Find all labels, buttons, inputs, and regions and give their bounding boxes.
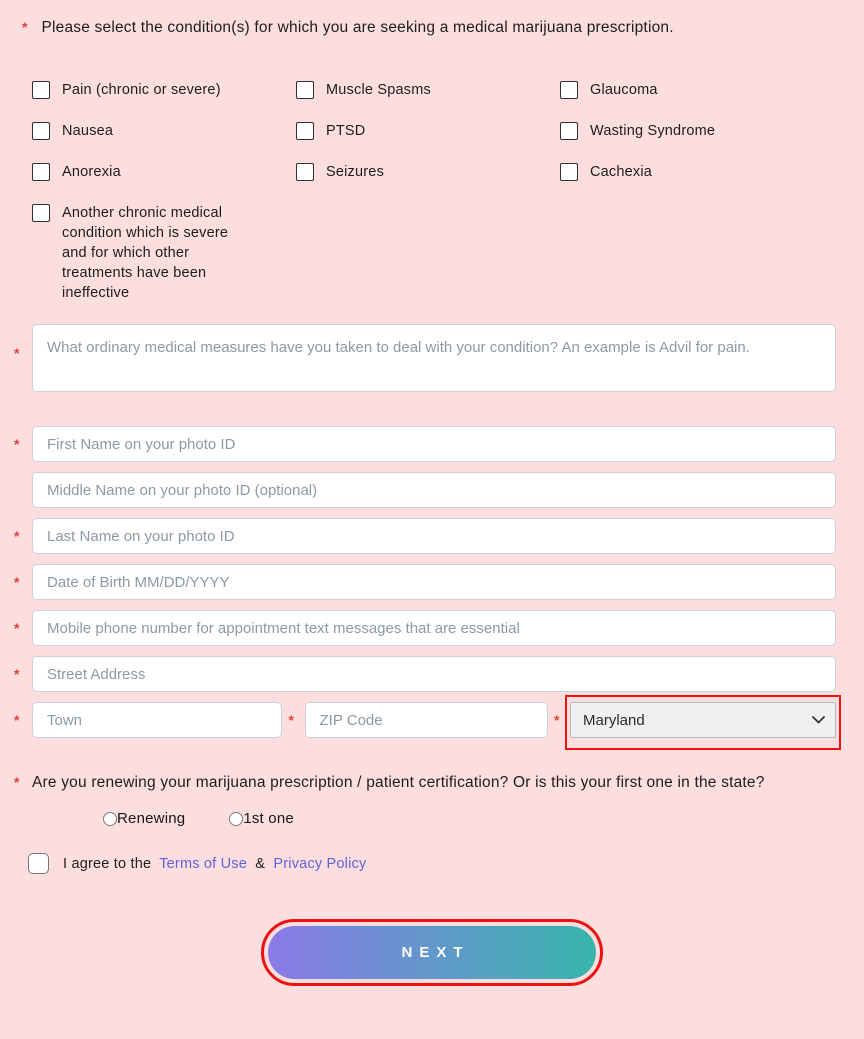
agreement-conjunction: & — [255, 855, 266, 872]
next-button-area — [0, 926, 864, 1039]
personal-info-fields — [14, 324, 836, 738]
renewal-option-first-one[interactable] — [229, 810, 294, 827]
agreement-row[interactable] — [28, 853, 864, 874]
first-name-field[interactable] — [32, 426, 836, 462]
condition-option-glaucoma[interactable] — [560, 81, 836, 99]
required-asterisk: * — [14, 620, 20, 636]
condition-option-pain[interactable] — [32, 81, 296, 99]
conditions-column-1 — [32, 81, 296, 303]
required-asterisk: * — [288, 712, 294, 728]
last-name-row — [14, 518, 836, 554]
measures-field — [14, 324, 836, 397]
middle-name-row — [32, 472, 836, 508]
conditions-column-3 — [560, 81, 836, 303]
zip-cell — [288, 702, 548, 738]
renewing-radio[interactable] — [103, 812, 117, 826]
nausea-checkbox[interactable] — [32, 122, 50, 140]
agree-checkbox[interactable] — [28, 853, 49, 874]
condition-label: Anorexia — [62, 164, 121, 180]
condition-option-anorexia[interactable] — [32, 163, 296, 181]
condition-option-muscle-spasms[interactable] — [296, 81, 560, 99]
condition-label: Glaucoma — [590, 82, 658, 98]
condition-option-nausea[interactable] — [32, 122, 296, 140]
radio-label: 1st one — [243, 810, 294, 827]
anorexia-checkbox[interactable] — [32, 163, 50, 181]
required-asterisk: * — [554, 712, 560, 728]
dob-row — [14, 564, 836, 600]
glaucoma-checkbox[interactable] — [560, 81, 578, 99]
condition-label: Pain (chronic or severe) — [62, 82, 221, 98]
next-button-wrap — [268, 926, 596, 979]
state-select[interactable] — [570, 702, 836, 738]
state-cell — [554, 702, 836, 738]
required-asterisk: * — [22, 19, 28, 35]
conditions-question: Please select the condition(s) for which you are seeking a medical marijuana prescription. — [41, 19, 674, 36]
town-field[interactable] — [32, 702, 282, 738]
condition-label: Seizures — [326, 164, 385, 180]
town-zip-state-row — [14, 702, 836, 738]
mobile-phone-field[interactable] — [32, 610, 836, 646]
agreement-text — [63, 856, 370, 872]
condition-label: Wasting Syndrome — [590, 123, 716, 139]
condition-label: Cachexia — [590, 164, 653, 180]
ptsd-checkbox[interactable] — [296, 122, 314, 140]
condition-option-cachexia[interactable] — [560, 163, 836, 181]
first-name-row — [14, 426, 836, 462]
required-asterisk: * — [14, 436, 20, 452]
condition-option-wasting-syndrome[interactable] — [560, 122, 836, 140]
required-asterisk: * — [14, 666, 20, 682]
condition-option-ptsd[interactable] — [296, 122, 560, 140]
required-asterisk: * — [14, 528, 20, 544]
zip-code-field[interactable] — [305, 702, 548, 738]
condition-option-other-chronic[interactable] — [32, 204, 296, 303]
state-select-wrap — [570, 702, 836, 738]
middle-name-field[interactable] — [32, 472, 836, 508]
conditions-column-2 — [296, 81, 560, 303]
medical-measures-textarea[interactable] — [32, 324, 836, 392]
required-asterisk: * — [14, 574, 20, 590]
pain-checkbox[interactable] — [32, 81, 50, 99]
renewal-options — [103, 810, 844, 827]
mobile-row — [14, 610, 836, 646]
required-asterisk: * — [14, 345, 20, 361]
other-chronic-checkbox[interactable] — [32, 204, 50, 222]
condition-option-seizures[interactable] — [296, 163, 560, 181]
seizures-checkbox[interactable] — [296, 163, 314, 181]
required-asterisk: * — [14, 712, 20, 728]
street-address-row — [14, 656, 836, 692]
date-of-birth-field[interactable] — [32, 564, 836, 600]
conditions-question-row — [0, 17, 864, 38]
renewal-section — [14, 772, 844, 827]
agreement-prefix: I agree to the — [63, 855, 152, 872]
renewal-question-row — [14, 772, 844, 793]
muscle-spasms-checkbox[interactable] — [296, 81, 314, 99]
radio-label: Renewing — [117, 810, 186, 827]
privacy-policy-link[interactable]: Privacy Policy — [273, 855, 367, 872]
next-button[interactable]: NEXT — [268, 926, 596, 979]
condition-label: Muscle Spasms — [326, 82, 431, 98]
cachexia-checkbox[interactable] — [560, 163, 578, 181]
conditions-checkbox-group — [32, 81, 864, 303]
renewal-option-renewing[interactable] — [103, 810, 185, 827]
condition-label: Nausea — [62, 123, 114, 139]
required-asterisk: * — [14, 774, 20, 790]
condition-label: Another chronic medical condition which is severe and for which other treatments have been ineffective — [62, 205, 229, 301]
wasting-syndrome-checkbox[interactable] — [560, 122, 578, 140]
condition-label: PTSD — [326, 123, 366, 139]
terms-of-use-link[interactable]: Terms of Use — [159, 855, 248, 872]
street-address-field[interactable] — [32, 656, 836, 692]
first-one-radio[interactable] — [229, 812, 243, 826]
last-name-field[interactable] — [32, 518, 836, 554]
renewal-question: Are you renewing your marijuana prescription / patient certification? Or is this your first one in the state? — [32, 774, 765, 791]
town-cell — [14, 702, 282, 738]
